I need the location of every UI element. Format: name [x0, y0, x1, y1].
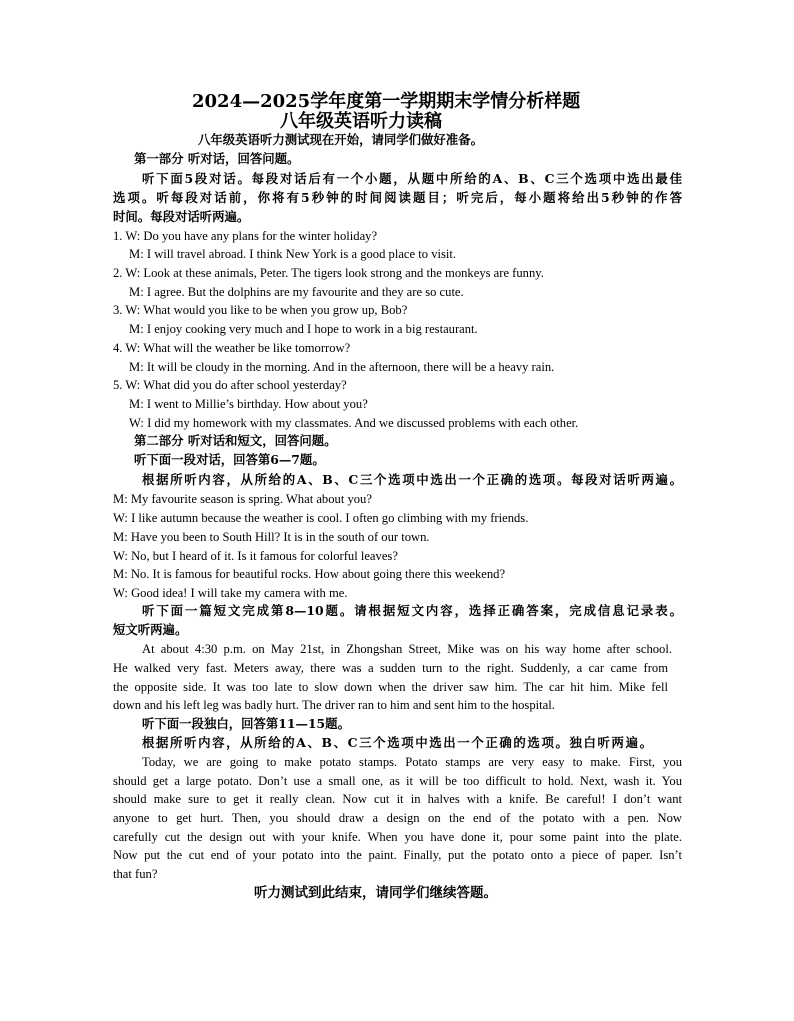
dialogue-line: W: I did my homework with my classmates. And we discussed problems with each other.: [129, 416, 579, 430]
dialogue-line: M: I went to Millie’s birthday. How about you?: [129, 397, 368, 411]
dialogue-line: M: I will travel abroad. I think New York is a good place to visit.: [129, 247, 457, 261]
monologue-line: should get a large potato. Don’t use a small one, as it will be too difficult to hold. Next, wash it. You: [113, 774, 682, 788]
dialogue-line: M: Have you been to South Hill? It is in the south of our town.: [113, 530, 430, 544]
dialogue-line: W: I like autumn because the weather is cool. I often go climbing with my friends.: [113, 511, 529, 525]
passage-intro: 听下面一篇短文完成第8—10题。请根据短文内容，选择正确答案，完成信息记录表。: [142, 603, 682, 618]
monologue-line: Now put the cut end of your potato into the paint. Finally, put the potato onto a piece of paper. Isn’t: [113, 848, 682, 862]
monologue-instruction: 根据所听内容，从所给的A、B、C三个选项中选出一个正确的选项。独白听两遍。: [142, 735, 652, 750]
passage-line: down and his left leg was badly hurt. The driver ran to him and sent him to the hospital.: [113, 698, 555, 712]
dialogue-line: W: Good idea! I will take my camera with me.: [113, 586, 348, 600]
dialogue-line: M: I enjoy cooking very much and I hope to work in a big restaurant.: [129, 322, 478, 336]
passage-line: At about 4:30 p.m. on May 21st, in Zhongshan Street, Mike was on his way home after school.: [142, 642, 672, 656]
dialogue-instruction: 根据所听内容，从所给的A、B、C三个选项中选出一个正确的选项。每段对话听两遍。: [142, 472, 682, 487]
passage-line: the opposite side. It was too late to slow down when the driver saw him. The car hit him. Mike fell: [113, 680, 668, 694]
dialogue-line: 2. W: Look at these animals, Peter. The tigers look strong and the monkeys are funny.: [113, 266, 544, 280]
dialogue-line: 3. W: What would you like to be when you grow up, Bob?: [113, 303, 408, 317]
opening-announcement: 八年级英语听力测试现在开始，请同学们做好准备。: [198, 132, 483, 147]
monologue-line: that fun?: [113, 867, 158, 881]
monologue-line: Today, we are going to make potato stamps. Potato stamps are very easy to make. First, you: [142, 755, 682, 769]
dialogue-line: M: I agree. But the dolphins are my favourite and they are so cute.: [129, 285, 464, 299]
dialogue-line: 4. W: What will the weather be like tomorrow?: [113, 341, 351, 355]
part1-heading: 第一部分 听对话，回答问题。: [134, 151, 300, 166]
dialogue-line: M: My favourite season is spring. What about you?: [113, 492, 372, 506]
monologue-line: anyone to get hurt. Then, you should draw a design on the end of the potato with a pen. Now: [113, 811, 682, 825]
monologue-line: should make sure to get it really clean. Now cut it in halves with a knife. Be careful! I don’t want: [113, 792, 682, 806]
passage-line: He walked very fast. Meters away, there was a sudden turn to the right. Suddenly, a car came from: [113, 661, 668, 675]
dialogue-intro: 听下面一段对话，回答第6—7题。: [134, 452, 325, 467]
closing-announcement: 听力测试到此结束，请同学们继续答题。: [254, 885, 497, 901]
part1-instruction-line: 选项。听每段对话前，你将有5秒钟的时间阅读题目；听完后，每小题将给出5秒钟的作答: [113, 190, 682, 205]
dialogue-line: 5. W: What did you do after school yesterday?: [113, 378, 347, 392]
part2-heading: 第二部分 听对话和短文，回答问题。: [134, 433, 337, 448]
monologue-line: carefully cut the design out with your knife. When you have done it, pour some paint into the plate.: [113, 830, 682, 844]
page-subtitle: 八年级英语听力读稿: [280, 111, 442, 132]
passage-intro: 短文听两遍。: [113, 622, 188, 637]
monologue-intro: 听下面一段独白，回答第11—15题。: [142, 716, 350, 731]
dialogue-line: W: No, but I heard of it. Is it famous for colorful leaves?: [113, 549, 398, 563]
dialogue-line: M: It will be cloudy in the morning. And in the afternoon, there will be a heavy rain.: [129, 360, 555, 374]
dialogue-line: M: No. It is famous for beautiful rocks. How about going there this weekend?: [113, 567, 506, 581]
page-title: 2024—2025学年度第一学期期末学情分析样题: [192, 91, 581, 112]
dialogue-line: 1. W: Do you have any plans for the winter holiday?: [113, 229, 378, 243]
part1-instruction-line: 听下面5段对话。每段对话后有一个小题，从题中所给的A、B、C三个选项中选出最佳: [142, 171, 682, 186]
part1-instruction-line: 时间。每段对话听两遍。: [113, 209, 250, 224]
